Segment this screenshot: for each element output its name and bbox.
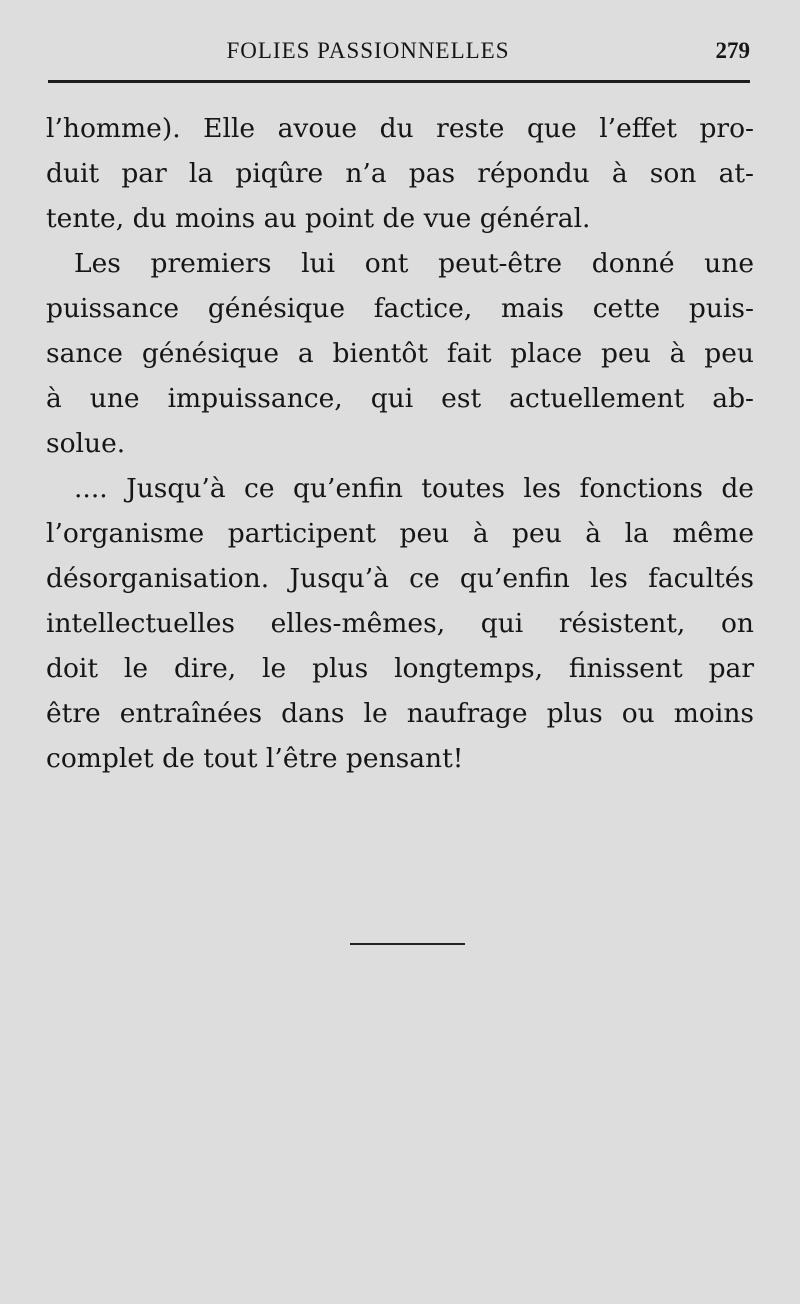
text-line: l’organisme participent peu à peu à la même (46, 518, 754, 549)
text-line: doit le dire, le plus longtemps, finissent par (46, 653, 754, 684)
text-line: solue. (46, 428, 126, 459)
end-rule (350, 943, 465, 945)
text-line: complet de tout l’être pensant! (46, 743, 464, 774)
text-line: être entraînées dans le naufrage plus ou moins (46, 698, 754, 729)
text-line: tente, du moins au point de vue général. (46, 203, 591, 234)
running-head (48, 34, 750, 70)
running-title: FOLIES PASSIONNELLES (226, 38, 510, 63)
text-line: sance génésique a bientôt fait place peu à peu (46, 338, 754, 369)
body-text (46, 106, 754, 781)
text-line: duit par la piqûre n’a pas répondu à son at- (46, 158, 754, 189)
page-number: 279 (715, 38, 750, 63)
paragraph-jusqua (46, 466, 754, 781)
text-line: .... Jusqu’à ce qu’enfin toutes les fonctions de (74, 473, 754, 504)
header-rule (48, 80, 750, 83)
text-line: puissance génésique factice, mais cette puis- (46, 293, 754, 324)
text-line: intellectuelles elles-mêmes, qui résistent, on (46, 608, 754, 639)
text-line: désorganisation. Jusqu’à ce qu’enfin les facultés (46, 563, 754, 594)
text-line: l’homme). Elle avoue du reste que l’effet pro- (46, 113, 754, 144)
text-line: Les premiers lui ont peut-être donné une (74, 248, 754, 279)
text-line: à une impuissance, qui est actuellement ab- (46, 383, 754, 414)
paragraph-continuation (46, 106, 754, 241)
paragraph-premiers (46, 241, 754, 466)
